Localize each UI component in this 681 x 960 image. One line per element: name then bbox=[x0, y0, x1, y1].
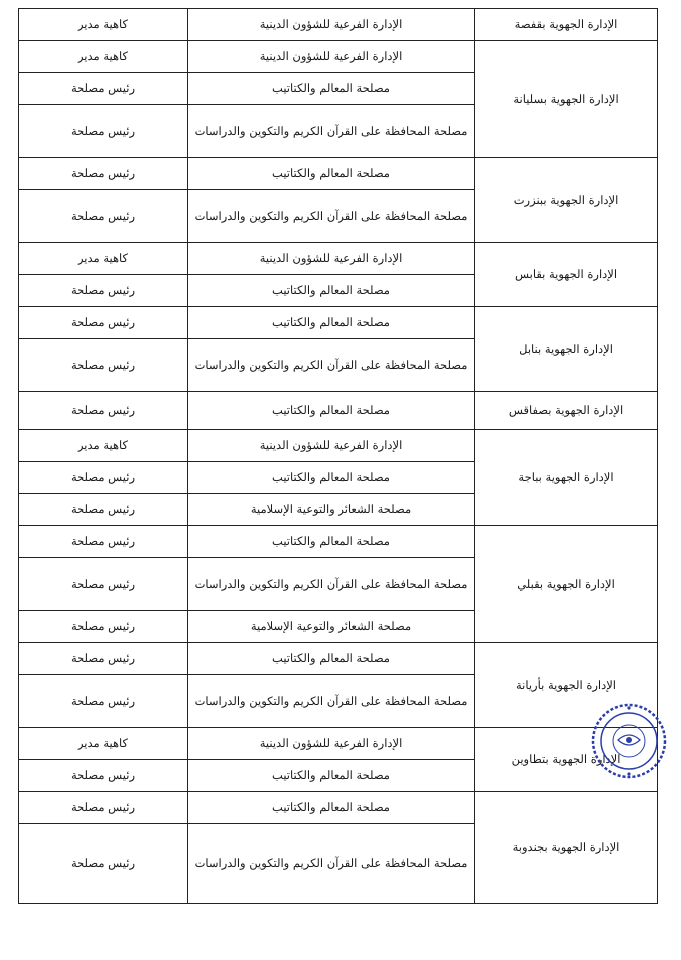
grade-name: رئيس مصلحة bbox=[70, 693, 136, 708]
table-row bbox=[19, 643, 658, 675]
grade-cell bbox=[19, 643, 188, 675]
table-row bbox=[19, 307, 658, 339]
service-name: مصلحة المعالم والكتاتيب bbox=[272, 470, 390, 484]
grade-name: رئيس مصلحة bbox=[70, 502, 136, 516]
regional-administration-cell bbox=[475, 41, 658, 158]
grade-name: رئيس مصلحة bbox=[70, 856, 136, 870]
service-name: الإدارة الفرعية للشؤون الدينية bbox=[259, 49, 403, 63]
grade-cell bbox=[19, 158, 188, 190]
service-name: مصلحة المحافظة على القرآن الكريم والتكوين والدراسات bbox=[194, 693, 468, 708]
service-name: مصلحة المعالم والكتاتيب bbox=[272, 403, 390, 417]
regional-administration-name: الإدارة الجهوية بقبلي bbox=[517, 576, 615, 591]
service-cell bbox=[188, 158, 475, 190]
grade-cell bbox=[19, 307, 188, 339]
table-row bbox=[19, 41, 658, 73]
regional-administration-cell bbox=[475, 158, 658, 243]
table-row bbox=[19, 792, 658, 824]
regional-administration-name: الإدارة الجهوية بجندوبة bbox=[512, 840, 620, 854]
grade-cell bbox=[19, 462, 188, 494]
regional-administration-cell bbox=[475, 526, 658, 643]
service-name: مصلحة المحافظة على القرآن الكريم والتكوين والدراسات bbox=[194, 208, 468, 223]
service-name: مصلحة المعالم والكتاتيب bbox=[272, 651, 390, 665]
regional-administration-cell bbox=[475, 392, 658, 430]
regional-administration-cell bbox=[475, 430, 658, 526]
service-name: مصلحة المحافظة على القرآن الكريم والتكوين والدراسات bbox=[194, 357, 468, 372]
grade-name: رئيس مصلحة bbox=[70, 315, 136, 329]
grade-cell bbox=[19, 339, 188, 392]
grade-name: رئيس مصلحة bbox=[70, 768, 136, 782]
service-name: مصلحة المعالم والكتاتيب bbox=[272, 315, 390, 329]
service-cell bbox=[188, 243, 475, 275]
regional-administration-name: الإدارة الجهوية بأريانة bbox=[515, 677, 617, 692]
grade-cell bbox=[19, 9, 188, 41]
table-row bbox=[19, 243, 658, 275]
grade-cell bbox=[19, 275, 188, 307]
service-cell bbox=[188, 430, 475, 462]
service-cell bbox=[188, 558, 475, 611]
table-row bbox=[19, 430, 658, 462]
regional-administration-cell bbox=[475, 792, 658, 904]
service-cell bbox=[188, 611, 475, 643]
service-cell bbox=[188, 728, 475, 760]
grade-name: رئيس مصلحة bbox=[70, 534, 136, 548]
service-cell bbox=[188, 760, 475, 792]
grade-cell bbox=[19, 526, 188, 558]
service-cell bbox=[188, 824, 475, 904]
service-cell bbox=[188, 105, 475, 158]
table-row bbox=[19, 728, 658, 760]
service-name: مصلحة المعالم والكتاتيب bbox=[272, 283, 390, 297]
grade-name: رئيس مصلحة bbox=[70, 576, 136, 591]
service-cell bbox=[188, 190, 475, 243]
grade-cell bbox=[19, 728, 188, 760]
service-cell bbox=[188, 462, 475, 494]
service-cell bbox=[188, 339, 475, 392]
grade-name: رئيس مصلحة bbox=[70, 81, 136, 95]
regional-administration-name: الإدارة الجهوية بسليانة bbox=[513, 91, 619, 106]
grade-name: رئيس مصلحة bbox=[70, 651, 136, 665]
service-name: الإدارة الفرعية للشؤون الدينية bbox=[259, 251, 403, 265]
official-stamp-seal bbox=[590, 702, 668, 780]
table-row bbox=[19, 158, 658, 190]
grade-name: رئيس مصلحة bbox=[70, 166, 136, 180]
grade-name: رئيس مصلحة bbox=[70, 123, 136, 138]
grade-cell bbox=[19, 558, 188, 611]
positions-table-body bbox=[19, 9, 658, 904]
regional-administration-name: الإدارة الجهوية بصفاقس bbox=[508, 403, 624, 417]
grade-name: رئيس مصلحة bbox=[70, 208, 136, 223]
grade-name: كاهية مدير bbox=[77, 17, 129, 31]
service-cell bbox=[188, 643, 475, 675]
grade-name: رئيس مصلحة bbox=[70, 619, 136, 633]
service-name: مصلحة المعالم والكتاتيب bbox=[272, 166, 390, 180]
table-row bbox=[19, 392, 658, 430]
grade-cell bbox=[19, 243, 188, 275]
service-name: الإدارة الفرعية للشؤون الدينية bbox=[259, 736, 403, 750]
grade-name: كاهية مدير bbox=[77, 438, 129, 452]
grade-name: رئيس مصلحة bbox=[70, 357, 136, 372]
service-name: مصلحة المحافظة على القرآن الكريم والتكوين والدراسات bbox=[194, 576, 468, 591]
service-cell bbox=[188, 392, 475, 430]
grade-name: كاهية مدير bbox=[77, 736, 129, 750]
regional-administration-cell bbox=[475, 9, 658, 41]
service-name: مصلحة الشعائر والتوعية الإسلامية bbox=[250, 619, 412, 633]
grade-cell bbox=[19, 824, 188, 904]
service-name: الإدارة الفرعية للشؤون الدينية bbox=[259, 17, 403, 31]
service-name: مصلحة الشعائر والتوعية الإسلامية bbox=[250, 502, 412, 516]
service-cell bbox=[188, 494, 475, 526]
regional-administration-name: الإدارة الجهوية بقفصة bbox=[514, 17, 618, 31]
regional-administration-name: الإدارة الجهوية بتطاوين bbox=[511, 752, 621, 766]
grade-name: كاهية مدير bbox=[77, 49, 129, 63]
service-name: مصلحة المحافظة على القرآن الكريم والتكوين والدراسات bbox=[194, 123, 468, 138]
service-cell bbox=[188, 526, 475, 558]
service-name: الإدارة الفرعية للشؤون الدينية bbox=[259, 438, 403, 452]
grade-cell bbox=[19, 73, 188, 105]
service-cell bbox=[188, 792, 475, 824]
service-name: مصلحة المعالم والكتاتيب bbox=[272, 534, 390, 548]
service-cell bbox=[188, 275, 475, 307]
grade-cell bbox=[19, 760, 188, 792]
regional-administration-name: الإدارة الجهوية بنابل bbox=[519, 341, 613, 356]
service-cell bbox=[188, 675, 475, 728]
table-row bbox=[19, 526, 658, 558]
grade-cell bbox=[19, 430, 188, 462]
grade-name: كاهية مدير bbox=[77, 251, 129, 265]
regional-administration-cell bbox=[475, 243, 658, 307]
regional-administration-name: الإدارة الجهوية ببنزرت bbox=[513, 192, 619, 207]
table-row bbox=[19, 9, 658, 41]
grade-cell bbox=[19, 675, 188, 728]
service-cell bbox=[188, 9, 475, 41]
grade-cell bbox=[19, 41, 188, 73]
service-cell bbox=[188, 307, 475, 339]
regional-administration-cell bbox=[475, 307, 658, 392]
regional-administration-name: الإدارة الجهوية بقابس bbox=[514, 267, 618, 281]
grade-cell bbox=[19, 190, 188, 243]
grade-cell bbox=[19, 105, 188, 158]
positions-table bbox=[18, 8, 658, 904]
grade-name: رئيس مصلحة bbox=[70, 283, 136, 297]
grade-name: رئيس مصلحة bbox=[70, 800, 136, 814]
service-name: مصلحة المعالم والكتاتيب bbox=[272, 768, 390, 782]
grade-cell bbox=[19, 611, 188, 643]
service-name: مصلحة المعالم والكتاتيب bbox=[272, 800, 390, 814]
grade-cell bbox=[19, 792, 188, 824]
grade-name: رئيس مصلحة bbox=[70, 403, 136, 417]
regional-administration-name: الإدارة الجهوية بباجة bbox=[518, 470, 614, 484]
service-name: مصلحة المعالم والكتاتيب bbox=[272, 81, 390, 95]
service-cell bbox=[188, 73, 475, 105]
service-name: مصلحة المحافظة على القرآن الكريم والتكوين والدراسات bbox=[194, 856, 468, 870]
grade-name: رئيس مصلحة bbox=[70, 470, 136, 484]
service-cell bbox=[188, 41, 475, 73]
grade-cell bbox=[19, 494, 188, 526]
grade-cell bbox=[19, 392, 188, 430]
